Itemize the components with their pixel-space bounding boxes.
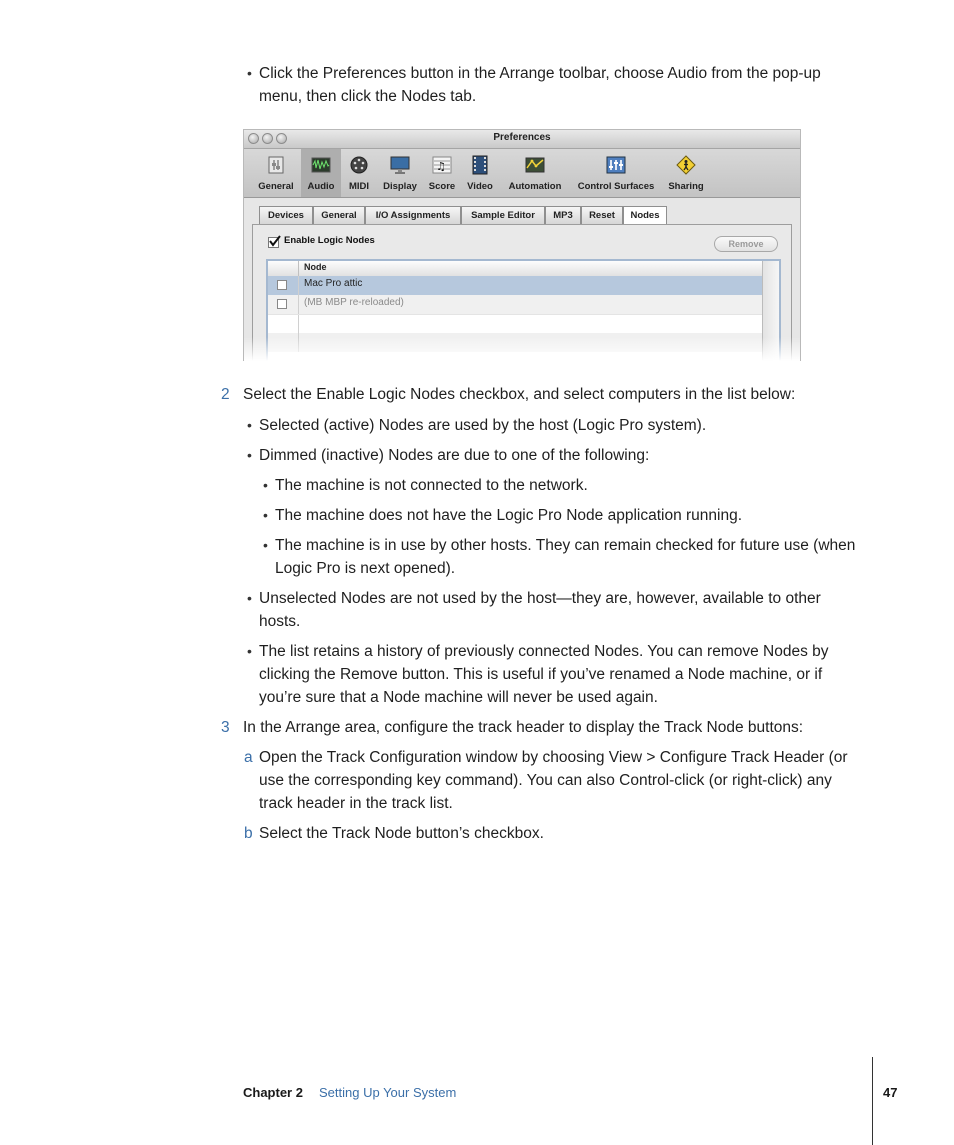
footer-chapter-title: Setting Up Your System bbox=[319, 1085, 457, 1100]
control-surfaces-icon bbox=[606, 155, 626, 175]
bullet: • bbox=[247, 447, 252, 463]
toolbar-sharing[interactable] bbox=[664, 149, 708, 197]
bullet: • bbox=[247, 643, 252, 659]
checkmark-icon bbox=[268, 235, 281, 248]
node-name: (MB MBP re-reloaded) bbox=[304, 297, 404, 308]
toolbar-display[interactable] bbox=[378, 149, 422, 197]
enable-logic-nodes-checkbox[interactable] bbox=[268, 237, 279, 248]
bullet: • bbox=[247, 590, 252, 606]
column-divider bbox=[298, 315, 299, 334]
intro-line-2: menu, then click the Nodes tab. bbox=[259, 88, 477, 105]
column-header-node[interactable]: Node bbox=[304, 262, 327, 272]
substep-b-text: Select the Track Node button’s checkbox. bbox=[259, 825, 544, 842]
toolbar-automation[interactable] bbox=[503, 149, 567, 197]
substep-a-line-1: Open the Track Configuration window by choosing View > Configure Track Header (or bbox=[259, 749, 848, 766]
list-item bbox=[268, 314, 763, 334]
step-2-bullet-2: Dimmed (inactive) Nodes are due to one of the following: bbox=[259, 447, 650, 464]
toolbar-label: Sharing bbox=[668, 181, 704, 192]
toolbar-label: Score bbox=[428, 181, 456, 192]
substep-letter: b bbox=[244, 825, 253, 842]
toolbar-label: Control Surfaces bbox=[577, 181, 655, 192]
list-item[interactable] bbox=[268, 295, 763, 314]
toolbar-audio[interactable] bbox=[301, 149, 341, 197]
sub-bullet-2: The machine does not have the Logic Pro Node application running. bbox=[275, 507, 743, 524]
midi-icon bbox=[349, 155, 369, 175]
substep-letter: a bbox=[244, 749, 253, 766]
tab-mp3[interactable]: MP3 bbox=[545, 206, 581, 224]
step-2-bullet-4-line-3: you’re sure that a Node machine will never be used again. bbox=[259, 689, 658, 706]
bullet: • bbox=[263, 537, 268, 553]
bullet: • bbox=[263, 507, 268, 523]
audio-icon bbox=[311, 155, 331, 175]
bullet: • bbox=[247, 417, 252, 433]
toolbar-label: General bbox=[258, 181, 294, 192]
step-2-text: Select the Enable Logic Nodes checkbox, and select computers in the list below: bbox=[243, 386, 796, 403]
node-checkbox[interactable] bbox=[277, 280, 287, 290]
tab-sample-editor[interactable]: Sample Editor bbox=[461, 206, 545, 224]
column-divider bbox=[298, 261, 299, 276]
toolbar-general[interactable] bbox=[254, 149, 298, 197]
toolbar-label: Automation bbox=[508, 181, 562, 192]
intro-line-1: Click the Preferences button in the Arrange toolbar, choose Audio from the pop-up bbox=[259, 65, 821, 82]
step-2-bullet-4-line-2: clicking the Remove button. This is useful if you’ve renamed a Node machine, or if bbox=[259, 666, 823, 683]
display-icon bbox=[390, 155, 410, 175]
tab-io-assignments[interactable]: I/O Assignments bbox=[365, 206, 461, 224]
toolbar-midi[interactable] bbox=[344, 149, 374, 197]
toolbar-score[interactable] bbox=[425, 149, 459, 197]
toolbar-label: Display bbox=[383, 181, 417, 192]
step-number: 2 bbox=[221, 386, 230, 403]
bullet: • bbox=[263, 477, 268, 493]
toolbar-label: Video bbox=[467, 181, 493, 192]
list-item[interactable] bbox=[268, 276, 763, 295]
sharing-icon bbox=[676, 155, 696, 175]
preferences-toolbar bbox=[244, 149, 800, 198]
substep-a-line-3: track header in the track list. bbox=[259, 795, 453, 812]
tab-nodes[interactable]: Nodes bbox=[623, 206, 667, 225]
page-number: 47 bbox=[883, 1085, 898, 1100]
tab-general[interactable]: General bbox=[313, 206, 365, 224]
node-name: Mac Pro attic bbox=[304, 278, 363, 289]
toolbar-control-surfaces[interactable] bbox=[572, 149, 660, 197]
tab-devices[interactable]: Devices bbox=[259, 206, 313, 224]
preferences-window bbox=[243, 129, 801, 361]
general-icon bbox=[266, 155, 286, 175]
list-header bbox=[268, 261, 763, 277]
tab-reset[interactable]: Reset bbox=[581, 206, 623, 224]
node-checkbox[interactable] bbox=[277, 299, 287, 309]
column-divider bbox=[298, 276, 299, 295]
toolbar-label: MIDI bbox=[348, 181, 370, 192]
enable-logic-nodes-label: Enable Logic Nodes bbox=[284, 235, 375, 246]
sub-bullet-1: The machine is not connected to the network. bbox=[275, 477, 588, 494]
bullet: • bbox=[247, 65, 252, 81]
step-2-bullet-3-line-2: hosts. bbox=[259, 613, 301, 630]
sub-bullet-3-line-2: Logic Pro is next opened). bbox=[275, 560, 456, 577]
footer-chapter: Chapter 2 bbox=[243, 1085, 303, 1100]
step-2-bullet-4-line-1: The list retains a history of previously connected Nodes. You can remove Nodes by bbox=[259, 643, 829, 660]
sub-bullet-3-line-1: The machine is in use by other hosts. They can remain checked for future use (when bbox=[275, 537, 856, 554]
step-2-bullet-3-line-1: Unselected Nodes are not used by the host—they are, however, available to other bbox=[259, 590, 821, 607]
score-icon bbox=[432, 155, 452, 175]
step-number: 3 bbox=[221, 719, 230, 736]
toolbar-video[interactable] bbox=[462, 149, 498, 197]
footer-divider bbox=[872, 1057, 873, 1145]
column-divider bbox=[298, 295, 299, 314]
automation-icon bbox=[525, 155, 545, 175]
window-title: Preferences bbox=[493, 132, 551, 143]
svg-text:♫: ♫ bbox=[436, 160, 446, 173]
step-3-text: In the Arrange area, configure the track header to display the Track Node buttons: bbox=[243, 719, 804, 736]
toolbar-label: Audio bbox=[307, 181, 335, 192]
video-icon bbox=[470, 155, 490, 175]
step-2-bullet-1: Selected (active) Nodes are used by the host (Logic Pro system). bbox=[259, 417, 707, 434]
substep-a-line-2: use the corresponding key command). You can also Control-click (or right-click) any bbox=[259, 772, 832, 789]
remove-button[interactable]: Remove bbox=[714, 236, 778, 252]
screenshot-fade bbox=[244, 337, 800, 361]
title-bar bbox=[244, 130, 800, 149]
